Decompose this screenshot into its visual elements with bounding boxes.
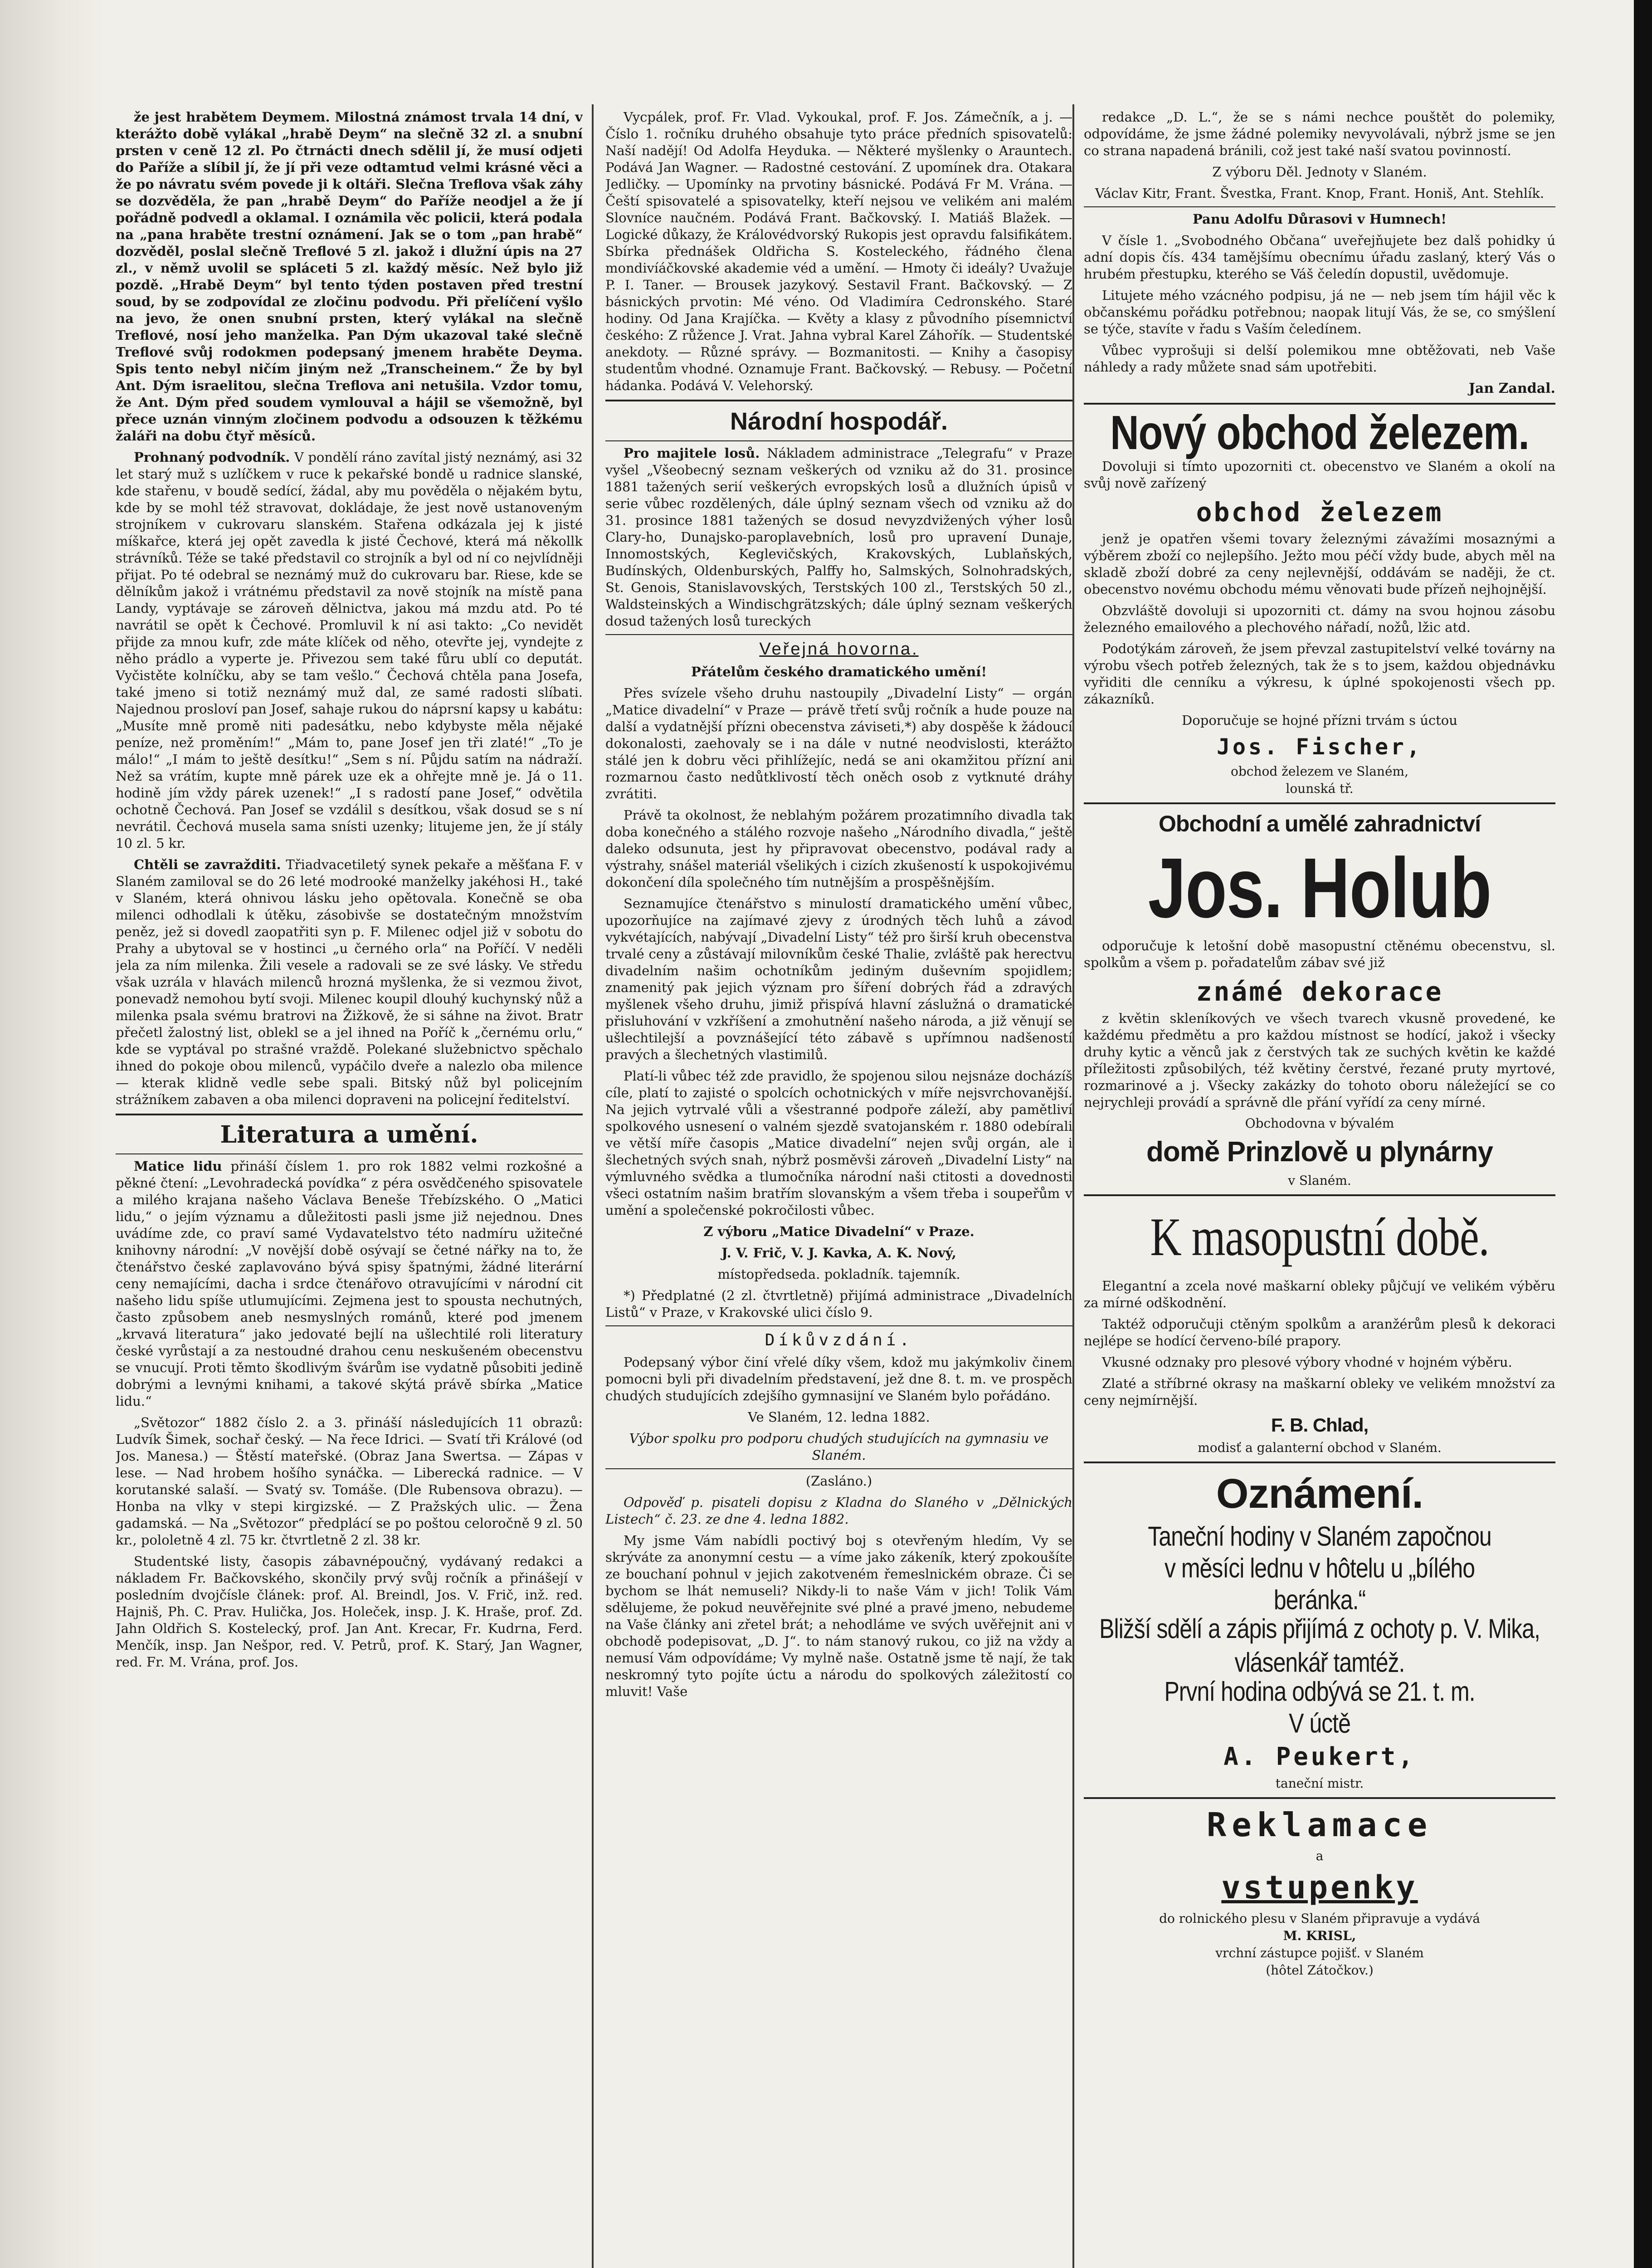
ad-title-vstupenky: vstupenky bbox=[1221, 1869, 1418, 1906]
ad-line: Bližší sdělí a zápis přijímá z ochoty p. V. Mika, vlásenkář tamtéž. bbox=[1099, 1613, 1540, 1678]
divider bbox=[1084, 1194, 1555, 1196]
ad-text: Vkusné odznaky pro plesové výbory vhodné v hojném výběru. bbox=[1102, 1354, 1512, 1370]
article-vrazda bbox=[116, 856, 583, 1108]
article-signature: Výbor spolku pro podporu chudých studujících na gymnasiu ve Slaném. bbox=[629, 1431, 1049, 1463]
article-text: Seznamujíce čtenářstvo s minulostí dramatického umění vůbec, upozorňujíce na zajímavé zjevy z úrodných těch luhů a závod vykvétajících, nabývají „Divadelní Listy“ též pro širší kruh obecenstva trvalé ceny a zůstávají milovníkům české Thalie, zvláště pak herectvu divadelním našim ochotníkům jediným duševním spojidlem; znamenitý pak jejich význam pro šíření dobrých řád a zdravých myšlenek všeho druhu, jimiž přispívá hlavní záslužná o dramatické přisluhování v vzkříšení a zmohutnění našeho národa, a již věnují se ušlechtilejší a povznášející této zábavě s upřímnou nadšeností pravých a šlechetných vlastimilů. bbox=[605, 896, 1072, 1062]
ad-address: lounská tř. bbox=[1286, 781, 1354, 796]
ad-title-novy-obchod: Nový obchod železem. bbox=[1110, 406, 1529, 459]
ad-text: odporučuje k letošní době masopustní ctěnému obecenstvu, sl. spolkům a všem p. pořadatelům zábav své již bbox=[1084, 938, 1555, 970]
ad-text: do rolnického plesu v Slaném připravuje a vydává bbox=[1159, 1911, 1480, 1926]
article-heading: Prohnaný podvodník. bbox=[134, 450, 290, 465]
article-matice-lidu bbox=[116, 1158, 583, 1410]
article-text: Podepsaný výbor činí vřelé díky všem, kdož mu jakýmkoliv činem pomocni byli při divadelním představení, jež dne 8. t. m. ve prospěch chudých studujících zdejšího gymnasijní ve Slaném bylo pořádáno. bbox=[605, 1354, 1072, 1403]
section-title-verejna-hovorna: Veřejná hovorna. bbox=[759, 640, 919, 659]
signature-names: J. V. Frič, V. J. Kavka, A. K. Nový, bbox=[721, 1245, 956, 1261]
ad-text: Dovoluji si tímto upozorniti ct. obecenstvo ve Slaném a okolí na svůj nově zařízený bbox=[1084, 459, 1555, 491]
ad-line: V úctě bbox=[1289, 1708, 1350, 1739]
ad-name: M. KRISL, bbox=[1283, 1928, 1356, 1943]
article-studentske-listy: Studentské listy, časopis zábavnépoučný, vydávaný redakci a nákladem Fr. Bačkovského, skončily prvý svůj ročník a přinášejí v posledním dvojčísle článek: prof. Al. Breindl, Jos. V. Frič, inž. red. Hajniš, Ph. C. Prav. Hulička, Jos. Holeček, insp. J. K. Hraše, prof. Zd. Jahn Oldřich S. Kostelecký, prof. Jan Ant. Krecar, Fr. Kudrna, Ferd. Menčík, insp. Jan Nešpor, red. V. Petrů, prof. K. Starý, Jan Wagner, red. Fr. M. Vrána, prof. Jos. bbox=[116, 1554, 583, 1670]
article-text: Litujete mého vzácného podpisu, já ne — neb jsem tím hájil věc k občanskému pořádku potřebnou; naopak litují Vás, že se, co smýšlení se týče, stavíte v řadu s Vaším čeledínem. bbox=[1084, 288, 1555, 337]
section-title-narodni-hospodar: Národní hospodář. bbox=[730, 408, 948, 435]
ad-role: taneční mistr. bbox=[1275, 1776, 1364, 1791]
ad-line: v měsíci lednu v hôtelu u „bílého bbox=[1164, 1553, 1475, 1584]
page-shadow bbox=[0, 0, 104, 2268]
ad-role: modisť a galanterní obchod v Slaném. bbox=[1198, 1440, 1442, 1455]
ad-role: obchod železem ve Slaném, bbox=[1231, 764, 1408, 779]
article-intro: Odpověď p. pisateli dopisu z Kladna do Slaného v „Dělnických Listech“ č. 23. ze dne 4. ledna 1882. bbox=[605, 1495, 1072, 1527]
divider bbox=[1084, 206, 1555, 207]
ad-text: jenž je opatřen všemi tovary železnými závažími mosaznými a výběrem zboží co nejlepšího. Ježto mou péčí vždy bude, abych měl na skladě zboží dobré za ceny nejlevnější, oddávám se naději, že ct. obecenstvo novému obchodu mému věnovati bude přízeň nejhojnější. bbox=[1084, 531, 1555, 597]
column-rule bbox=[592, 104, 594, 2268]
column-1 bbox=[116, 109, 583, 2268]
ad-title-masopust: K masopustní době. bbox=[1150, 1206, 1489, 1267]
divider bbox=[605, 400, 1072, 401]
ad-text: Podotýkám zároveň, že jsem převzal zastupitelství velké továrny na výrobu všech potřeb železných, tak že s to jsem, každou objednávku vyřiditi dle cenníku a výkresu, k úplné spokojenosti všech pp. zákazníků. bbox=[1084, 641, 1555, 707]
ad-highlight: známé dekorace bbox=[1196, 976, 1443, 1007]
article-text: Nákladem administrace „Telegrafu“ v Praze vyšel „Všeobecný seznam veškerých od vzniku až do 31. prosince 1881 tažených serií veškerých evropských losů a dlužních úpisů v serie vůbec rozdělených, dále úplný seznam všech od vzniku až do 31. prosince 1881 tažených se dosud nevyzdvižených výher losů Clary-ho, Dunajsko-paroplavebních, losů pro upravení Dunaje, Innomostských, Keglevičských, Krakovských, Lublaňských, Budínských, Oldenburských, Palffy ho, Salmských, Solnohradských, St. Genois, Stanislavovských, Terstských 100 zl., Terstských 50 zl., Waldsteinských a Windischgrätzských; dále úplný seznam veškerých dosud tažených losů tureckých bbox=[605, 445, 1072, 629]
ad-line: První hodina odbývá se 21. t. m. bbox=[1164, 1676, 1475, 1707]
article-text: Třiadvacetiletý synek pekaře a měšťana F. v Slaném zamiloval se do 26 leté modrooké manželky jakéhosi H., také v Slaném, která ohnivou lásku jeho opětovala. Konečně se oba milenci odhodlali k útěku, zásobivše se dostatečným množstvím peněz, jež si dovedl zaopatřiti syn p. F. Milenec odjel již v sobotu do Prahy a ubytoval se v hostinci „u černého orla“ na Poříčí. V neděli jela za ním milenka. Žili vesele a radovali se ze své lásky. Ve středu však uzrála v hlavách milenců hrozná myšlenka, že si vezmou život, ponevadž nemohou bytí svoji. Milenec koupil dlouhý kuchynský nůž a milenka psala svému bratrovi na Žižkově, že si sáhne na život. Bratr přečetl žalostný list, oblekl se a jel ihned na Poříč k „černému orlu,“ kde se vyptával po strašné vraždě. Polekané služebnictvo spěchalo ihned do pokoje obou milenců, vypáčilo dveře a nalezlo oba milence — kterak klidně vedle sebe spali. Bitský nůž byl policejním strážníkem zabaven a oba milenci dopraveni na policejní ředitelství. bbox=[116, 857, 583, 1107]
signature-head: Z výboru „Matice Divadelní“ v Praze. bbox=[703, 1224, 975, 1239]
ad-text: Taktéž odporučuji ctěným spolkům a aranžérům plesů k dekoraci nejlépe se hodící červeno-bílé prapory. bbox=[1084, 1316, 1555, 1349]
column-2 bbox=[605, 109, 1072, 2268]
ad-name-holub: Jos. Holub bbox=[1148, 840, 1491, 935]
article-text: Přes svízele všeho druhu nastoupily „Divadelní Listy“ — orgán „Matice divadelní“ v Praze — právě třetí svůj ročník a hude pouze na další a vydatnější přízni obecenstva záviseti,*) aby dospěše k žádoucí dokonalosti, zaehovaly se i na dále v nutné neodvislosti, kterážto stálé jen k dobru věci přihlížejíc, nedá se ani okamžitou přízní ani rozmarnou často nedůtklivostí těch oněch osob z vytknuté dráhy zvrátiti. bbox=[605, 685, 1072, 802]
divider bbox=[116, 1114, 583, 1115]
divider bbox=[605, 634, 1072, 635]
ad-name: Jos. Fischer, bbox=[1217, 734, 1423, 760]
ad-name: F. B. Chlad, bbox=[1271, 1414, 1369, 1436]
ad-town: v Slaném. bbox=[1288, 1173, 1351, 1188]
section-title-dikuvzdani: Díkůvzdání. bbox=[765, 1331, 913, 1349]
article-continued: redakce „D. L.“, že se s námi nechce pouštět do polemiky, odpovídáme, že jsme žádné polemiky nevyvolávali, nýbrž jsme se jen co strana napadená bránili, což jest také naší svatou povinností. bbox=[1084, 109, 1555, 158]
signature-roles: místopředseda. pokladník. tajemník. bbox=[717, 1266, 960, 1282]
ad-text: Obzvláště dovoluji si upozorniti ct. dámy na svou hojnou zásobu železného emailového a plechového nářadí, nožů, lžic atd. bbox=[1084, 603, 1555, 635]
scan-edge bbox=[1634, 0, 1652, 2268]
divider bbox=[605, 1325, 1072, 1326]
ad-line: beránka.“ bbox=[1273, 1584, 1366, 1615]
divider bbox=[1084, 403, 1555, 405]
ad-text: Zlaté a stříbrné okrasy na maškarní obleky ve velikém množství za ceny nejmírnější. bbox=[1084, 1376, 1555, 1408]
article-date: Ve Slaném, 12. ledna 1882. bbox=[748, 1409, 930, 1425]
column-3 bbox=[1084, 109, 1555, 2268]
ad-highlight: obchod železem bbox=[1196, 497, 1443, 528]
ad-text: a bbox=[1316, 1848, 1324, 1863]
ad-line: Taneční hodiny v Slaném započnou bbox=[1148, 1521, 1491, 1552]
ad-text: Elegantní a zcela nové maškarní obleky půjčují ve velikém výběru za mírné odškodnění. bbox=[1084, 1278, 1555, 1310]
article-text: Platí-li vůbec též zde pravidlo, že spojenou silou nejsnáze docházíš cíle, platí to zajisté o spolcích ochotnických v míře nejsvrchovanější. Na jejich vytrvalé vůli a všestranné podpoře záleží, aby pamětliví spolkového usnesení o valném sjezdě svatojanském r. 1880 odebírali ve větší míře časopis „Matice divadelní“ nejen svůj orgán, ale i šlechetných svých snah, nýbrž posměvši zároveň „Divadelní Listy“ na výmluvného svědka a tlumočníka národní naši ctitosti a dovednosti všeci ostatním našim bratřím slovanským a všem třeba i soupeřům v umění a společenské pokročilosti vůbec. bbox=[605, 1068, 1072, 1218]
article-deym: že jest hrabětem Deymem. Milostná známost trvala 14 dní, v kterážto době vylákal „hrabě Deym“ na slečně 32 zl. a snubní prsten v ceně 12 zl. Po čtrnácti dnech sdělil jí, že musí odjeti do Paříže a slíbil jí, že jí při veze odtamtud velmi krásné věci a že po návratu svém povede ji k oltáři. Slečna Treflova však záhy se dozvěděla, že pan „hrabě Deym“ do Paříže neodjel a že jí pořádně podvedl a oklamal. I oznámila věc policii, která podala na „pana hraběte trestní oznámení. Jak se o tom „pan hrabě“ dozvěděl, poslal slečně Treflové 5 zl. jakož i dlužní úpis na 27 zl., v němž uvolil se spláceti 5 zl. každý měsíc. Než bylo již pozdě. „Hrabě Deym“ byl tento týden postaven před trestní soud, by se zodpovídal ze zločinu podvodu. Při přelíčení vyšlo na jevo, že onen snubní prsten, který vylákal na slečně Treflové, nosí jeho manželka. Pan Dým ukazoval také slečně Treflové svůj rodokmen podepsaný jmenem hraběte Deyma. Spis tento nebyl ničím jiným než „Transcheinem.“ Že by byl Ant. Dým israelitou, slečna Treflova ani netušila. Vzdor tomu, že Ant. Dým před soudem vymlouval a hájil se všemožně, byl přece uznán vinným zločinem podvodu a odsouzen k těžkému žaláři na dobu čtyř měsíců. bbox=[116, 109, 583, 444]
article-continued: Vycpálek, prof. Fr. Vlad. Vykoukal, prof. F. Jos. Zámečník, a j. — Číslo 1. ročníku druhého obsahuje tyto práce předních spisovatelů: Naší nadějí! Od Adolfa Heyduka. — Některé myšlenky o Arauntech. Podává Jan Wagner. — Radostné cestování. Z upomínek dra. Otakara Jedličky. — Upomínky na prvotiny básnické. Podává Fr M. Vrána. — Čeští spisovatelé a spisovatelky, kteří nejsou ve velikém ani malém Slovníce naučném. Podává Frant. Bačkovský. I. Matiáš Blažek. — Logické důkazy, že Královédvorský Rukopis jest opravdu falsifikátem. Sbírka přednášek Oldřicha S. Kosteleckého, řádného člena mondivíáčkovské akademie véd a umění. — Hmoty či ideály? Uvažuje P. I. Taner. — Brousek jazykový. Sestavil Frant. Bačkovský. — Z básnických prvotin: Mé véno. Od Vladimíra Cedronského. Staré hodiny. Od Jana Krajíčka. — Květy a klasy z původního písemnictví českého: Z růžence J. Vrat. Jahna vybral Karel Záhořík. — Studentské anekdoty. — Různé správy. — Bozmanitosti. — Knihy a časopisy studentům vhodné. Oznamuje Frant. Bačkovský. — Rebusy. — Početní hádanka. Podává V. Velehorský. bbox=[605, 109, 1072, 393]
column-rule bbox=[1072, 104, 1074, 2268]
ad-text: z květin skleníkových ve všech tvarech vkusně provedené, ke každému předmětu a pro každou místnost se hodící, jakož i všecky druhy kytic a věnců jak z čerstvých tak ze suchých květin ke každé příležitosti způsobilých, též květiny čerstvé, řezané pruty myrtové, rozmarinové a j. Všecky zakázky do tohoto oboru náležející se co nejrychleji provádí a správně dle přání vyřídí za ceny mírné. bbox=[1084, 1011, 1555, 1110]
divider bbox=[1084, 802, 1555, 804]
article-subtitle: Přátelům českého dramatického umění! bbox=[691, 664, 987, 679]
ad-address: (hôtel Zátočkov.) bbox=[1266, 1963, 1374, 1978]
ad-text: Obchodovna v bývalém bbox=[1245, 1116, 1394, 1131]
signature-head: Z výboru Děl. Jednoty v Slaném. bbox=[1212, 164, 1427, 180]
ad-text: Doporučuje se hojné přízni trvám s úctou bbox=[1182, 713, 1457, 728]
ad-role: vrchní zástupce pojišť. v Slaném bbox=[1215, 1945, 1424, 1960]
divider bbox=[605, 1468, 1072, 1469]
article-text: Právě ta okolnost, že neblahým požárem prozatimního divadla tak doba konečného a stálého rozvoje našeho „Národního divadla,“ ještě daleko odsunuta, jest hy připravovat obecenstvo, podával rady a výstrahy, snášel materiál všelikých i cizích zkušeností k uspokojivému dokončení díla společného tím nutnějším a prospěšnějším. bbox=[605, 807, 1072, 890]
ad-title-zahradnictvi: Obchodní a umělé zahradnictví bbox=[1158, 811, 1481, 836]
ad-name: A. Peukert, bbox=[1223, 1742, 1416, 1771]
section-title-zaslano: (Zasláno.) bbox=[805, 1473, 872, 1489]
article-heading: Pro majitele losů. bbox=[624, 445, 760, 461]
article-heading: Panu Adolfu Důrasovi v Humnech! bbox=[1193, 211, 1447, 227]
article-svetozor: „Světozor“ 1882 číslo 2. a 3. přináší následujících 11 obrazů: Ludvík Šimek, sochař český. — Na řece Idrici. — Svatí tři Králové (od Jos. Manesa.) — Štěstí mateřské. (Obraz Jana Swertsa. — Zápas v lese. — Nad hrobem hošího synáčka. — Liberecká radnice. — V korutanské salaší. — Svatý sv. Tomáše. (Dle Rubensova obrazu). — Honba na vlky v stepi kirgizské. — Z Pražských ulic. — Žena gadamská. — Na „Světozor“ předplácí se po poštou celoročně 9 zl. 50 kr., pololetně 4 zl. 75 kr. čtvrtletně 2 zl. 38 kr. bbox=[116, 1415, 583, 1548]
article-signature: Jan Zandal. bbox=[1468, 381, 1555, 396]
article-heading: Chtěli se zavražditi. bbox=[134, 857, 281, 872]
article-text: V pondělí ráno zavítal jistý neznámý, asi 32 let starý muž s uzlíčkem v ruce k pekařské bondě u radnice slanské, kde stařenu, v boudě sedící, žádal, aby mu pověděla o nějakém bytu, kde by se mohl též stravovat, dokládaje, že jest nově ustanoveným strojníkem v cukrovaru slanském. Stařena odkázala jej k jisté míškařce, která jej opět zavedla k jisté Čechové, která má někollk strávníků. Téže se také představil co strojník a byl od ní co nejvlídněji přijat. Po té odebral se neznámý muž do cukrovaru bar. Riese, kde se dělníkům jakož i vrátnému představil za nově stojník na místě pana Landy, vyptávaje se zároveň dělnictva, jakou má mzdu atd. Po té navrátil se opět k Čechové. Promluvil k ní asi takto: „Co nevidět přijde za mnou kufr, zde máte klíček od něho, otevřte jej, vyndejte z něho prádlo a vyperte je. Přivezou sem také fůru ublí co deputát. Vyčistěte kolníčku, aby se tam vešlo.“ Čechová chtěla pana Josefa, také jmeno si totiž neznámý muž dal, ze samé radosti slíbati. Najednou prosloví pan Josef, sahaje rukou do náprsní kapsy u kabátu: „Musíte mně promě niti padesátku, nebo kdybyste měla nějaké peníze, než proměním!“ „Mám to, pane Josef jen tři zlaté!“ „To je málo!“ „I mám to ještě desítku!“ „Sem s ní. Půjdu satím na nádraží. Než sa vrátím, kupte mně párek uze ek a ohřejte mně je. Já o 11. hodině jím vždy párek uzenek!“ „I s radostí pane Josef,“ odvětila ochotně Čechová. Pan Josef se vzdálil s desítkou, však dosud se s ní nevrátil. Čechová musela sama snísti uzenky; litujeme jen, že jí stály 10 zl. 5 kr. bbox=[116, 450, 583, 851]
article-text: Vůbec vyprošuji si delší polemikou mne obtěžovati, neb Vaše náhledy a rady můžete snad sám upotřebiti. bbox=[1084, 342, 1555, 375]
divider bbox=[605, 440, 1072, 441]
article-losy bbox=[605, 445, 1072, 630]
article-text: V čísle 1. „Svobodného Občana“ uveřejňujete bez dalš pohidky ú adní dopis čís. 434 tamějšímu obecnímu úřadu zaslaný, který Vás o hrubém přestupku, kterého se Váš čeledín dopustil, uvědomuje. bbox=[1084, 233, 1555, 282]
article-podvodnik bbox=[116, 449, 583, 852]
section-title-literatura: Literatura a umění. bbox=[220, 1121, 478, 1149]
divider bbox=[1084, 1797, 1555, 1799]
ad-title-oznameni: Oznámení. bbox=[1216, 1471, 1423, 1517]
article-heading: Matice lidu bbox=[134, 1158, 222, 1174]
footnote: *) Předplatné (2 zl. čtvrtletně) přijímá administrace „Divadelních Listů“ v Praze, v Krakovské ulici číslo 9. bbox=[605, 1288, 1072, 1320]
article-text: My jsme Vám nabídli poctivý boj s otevřeným hledím, Vy se skrýváte za anonymní cestu — a víme jako zákeník, který zpokoušíte ze bouchaní pohnul v jejich zakotveném řemeslnickém obraze. Či se bychom se lhát nemuseli? Nikdy-li to naše Vám v jich! Tolik Vám sdělujeme, že pokud neuvěřejnite své plné a pravé jmeno, nebudeme na Vaše články ani zřetel brát; a nehodláme ve svých uvěřejnit ani v obchodě podepisovat, „D. J“. to nám stanový rukou, co již na vždy a nemusí Vám odpovídáme; Vy mylně naše. Ostatně jsme tě nají, že tak neskromný tyto pojíte úctu a národu do spolkových záležitostí co mluvit! Vaše bbox=[605, 1533, 1072, 1699]
ad-title-reklamace: Reklamace bbox=[1206, 1806, 1433, 1844]
ad-address: domě Prinzlově u plynárny bbox=[1146, 1136, 1493, 1168]
article-text: přináší číslem 1. pro rok 1882 velmi rozkošné a pěkné čtení: „Levohradecká povídka“ z péra osvědčeného spisovatele a milého krajana našeho Václava Beneše Třebízského. O „Matici lidu,“ o jejím významu a důležitosti pasli jsme již nejednou. Dnes uvádíme zde, co praví samé Vydavatelstvo této nadmíru užitečné knihovny národní: „V novější době osývají se četné nářky na to, že čtenářstvo české zaplavováno bývá spisy špatnými, žádné literární ceny nemajícími, dacha i srdce čtenářovo otravujícími v národní cit našeho lidu spíše utlumujícími. Zejmena jest to spousta nechutných, často způsobem aneb nesmyslných románů, které pod jmenem „krvavá literatura“ jako jedovaté bejlí na ušlechtilé roli literatury české vyrůstají a za nestoudné drahou cenu neskušeném obecenstvu se vnucují. Proti těmto škodlivým švárům ise vydatně působiti jedině dobrými a levnými knihami, a takové skýtá právě sbírka „Matice lidu.“ bbox=[116, 1158, 583, 1409]
signature-names: Václav Kitr, Frant. Švestka, Frant. Knop, Frant. Honiš, Ant. Stehlík. bbox=[1095, 186, 1545, 201]
divider bbox=[1084, 1461, 1555, 1463]
